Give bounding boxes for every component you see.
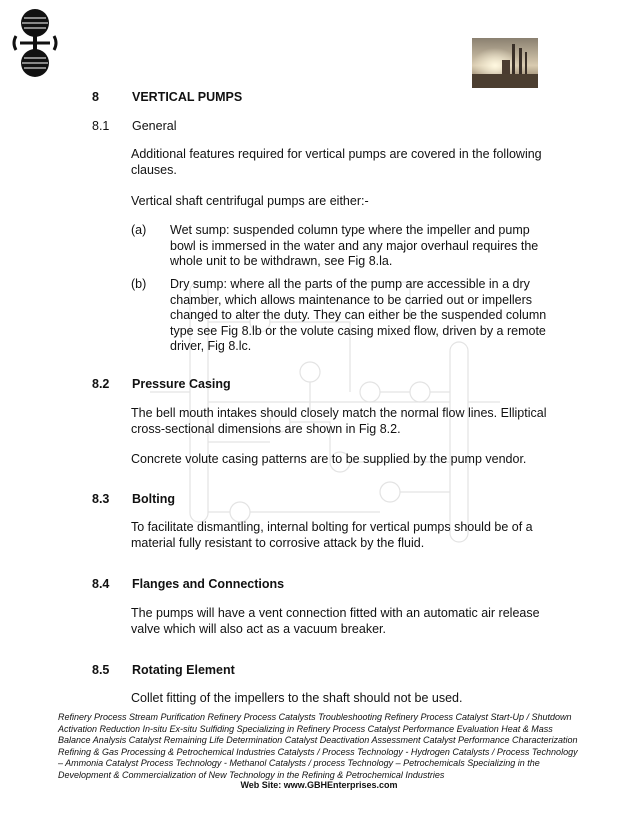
- paragraph: To facilitate dismantling, internal bolting for vertical pumps should be of a material fully resistant to corrosive attack by the fluid.: [131, 520, 533, 550]
- list-item-label: (b): [131, 277, 147, 291]
- paragraph: Concrete volute casing patterns are to be supplied by the pump vendor.: [131, 452, 527, 466]
- website-link[interactable]: Web Site: www.GBHEnterprises.com: [240, 780, 398, 790]
- subsection-number: 8.2: [92, 377, 110, 391]
- footer-text: Refinery Process Stream Purification Refinery Process Catalysts Troubleshooting Refinery Process Catalyst Start-Up / Shutdown Activation Reduction In-situ Ex-situ Sulfiding Specializing in Refinery Process Catalyst Performance Evaluation Heat & Mass Balance Analysis Catalyst Remaining Life Determination Catalyst Deactivation Assessment Catalyst Performance Characterization Refining & Gas Processing & Petrochemical Industries Catalysts / Process Technology - Hydrogen Catalysts / Process Technology – Ammonia Catalyst Process Technology - Methanol Catalysts / process Technology – Petrochemicals Specializing in the Development & Commercialization of New Technology in the Refining & Petrochemical Industries: [58, 712, 578, 780]
- subsection-number: 8.1: [92, 119, 110, 133]
- paragraph: Collet fitting of the impellers to the shaft should not be used.: [131, 691, 463, 705]
- subsection-title: Flanges and Connections: [132, 577, 285, 591]
- paragraph: Vertical shaft centrifugal pumps are either:-: [131, 194, 369, 208]
- subsection-title: Rotating Element: [132, 663, 235, 677]
- refinery-photo: [472, 38, 538, 88]
- subsection-number: 8.4: [92, 577, 110, 591]
- list-item-text: Dry sump: where all the parts of the pump are accessible in a dry chamber, which allows maintenance to be carried out or impellers changed to alter the duty. They can either be the suspended column type see Fig 8.lb or the volute casing mixed flow, driven by a remote driver, Fig 8.lc.: [170, 277, 547, 353]
- section-title: VERTICAL PUMPS: [132, 90, 243, 104]
- section-number: 8: [92, 90, 99, 104]
- subsection-title: Pressure Casing: [132, 377, 231, 391]
- company-logo-icon: [12, 6, 58, 80]
- subsection-title: General: [132, 119, 177, 133]
- subsection-number: 8.5: [92, 663, 110, 677]
- subsection-number: 8.3: [92, 492, 110, 506]
- paragraph: The bell mouth intakes should closely match the normal flow lines. Elliptical cross-sectional dimensions are shown in Fig 8.2.: [131, 406, 547, 436]
- paragraph: Additional features required for vertical pumps are covered in the following clauses.: [131, 147, 542, 177]
- list-item-text: Wet sump: suspended column type where the impeller and pump bowl is immersed in the water and any major overhaul requires the whole unit to be withdrawn, see Fig 8.la.: [170, 223, 539, 268]
- paragraph: The pumps will have a vent connection fitted with an automatic air release valve which will also act as a vacuum breaker.: [131, 606, 540, 636]
- subsection-title: Bolting: [132, 492, 176, 506]
- list-item-label: (a): [131, 223, 147, 237]
